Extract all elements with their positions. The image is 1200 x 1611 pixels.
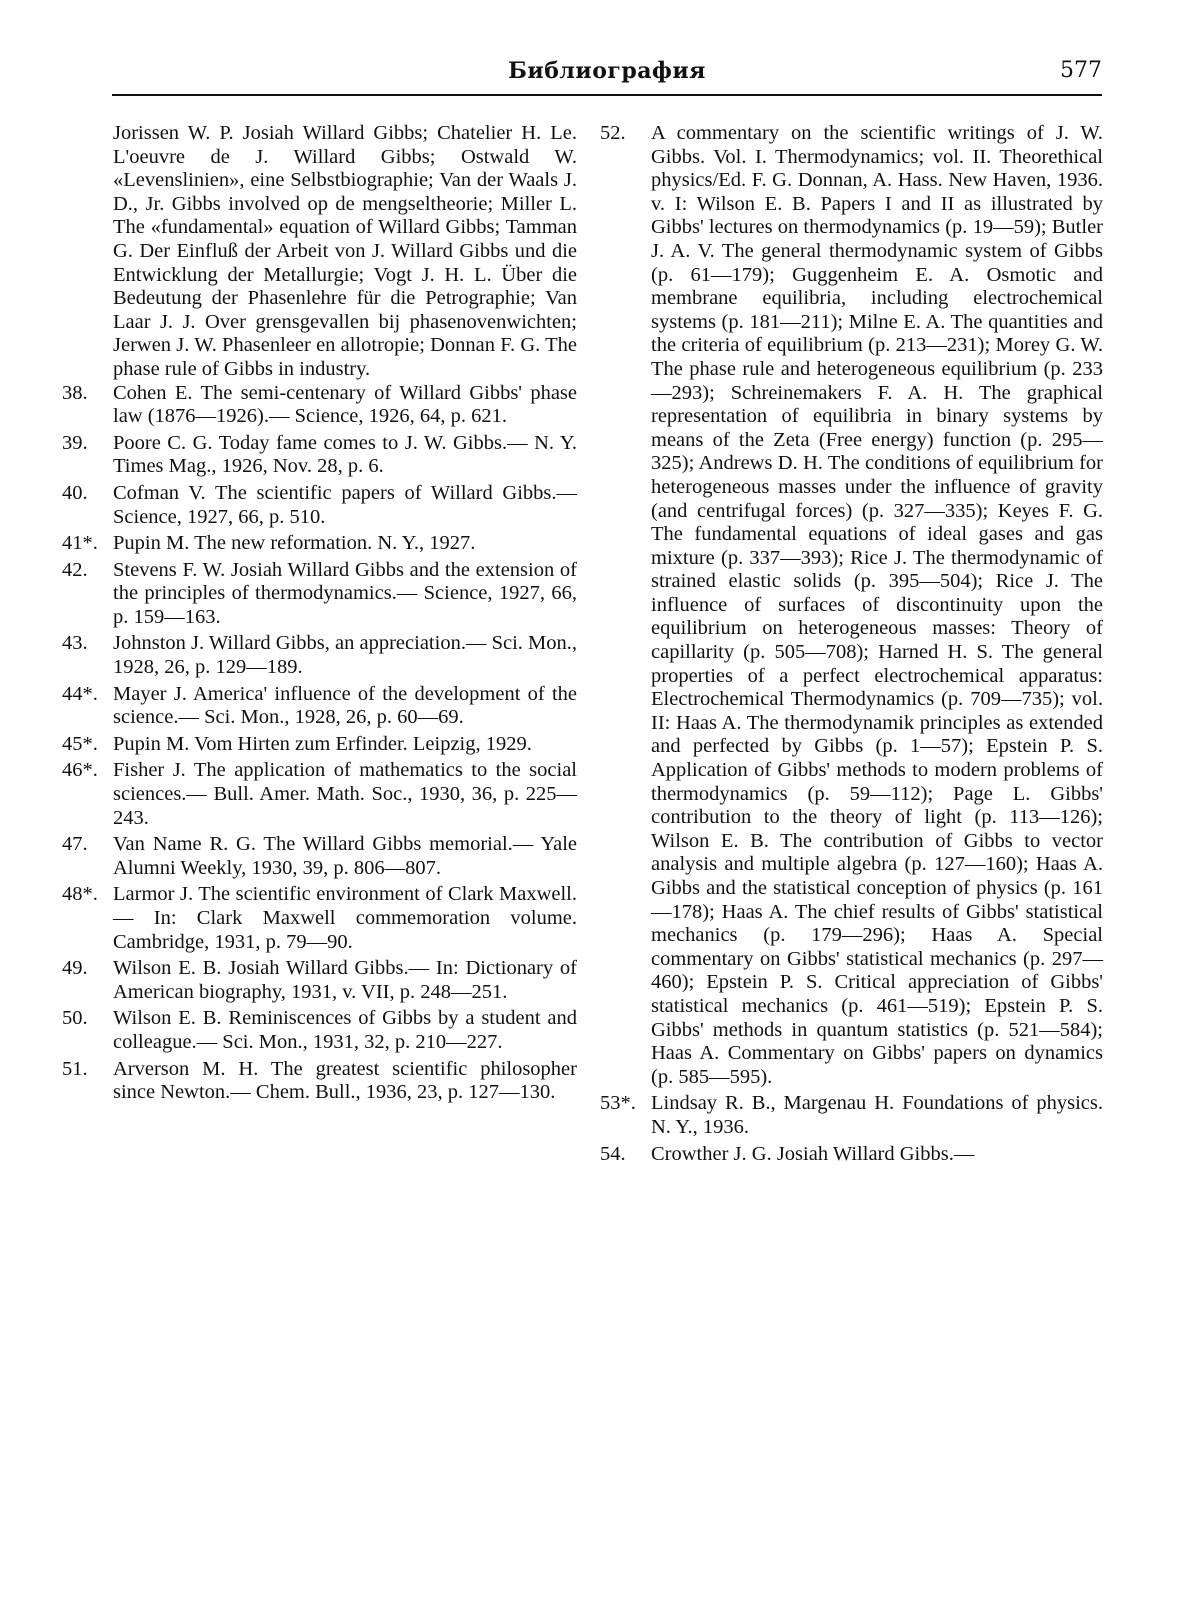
entry-number: 47. xyxy=(62,833,88,856)
bibliography-entry xyxy=(62,532,577,556)
entry-number: 54. xyxy=(600,1142,626,1165)
page-header xyxy=(112,58,1102,92)
entry-number: 40. xyxy=(62,481,88,504)
entry-number: 48*. xyxy=(62,883,98,906)
entry-text: Pupin M. The new reformation. N. Y., 1927. xyxy=(113,532,476,555)
entry-text: Wilson E. B. Josiah Willard Gibbs.— In: Dictionary of American biography, 1931, v. VII, p. 248—251. xyxy=(113,957,577,1003)
entry-text: Mayer J. America' influence of the development of the science.— Sci. Mon., 1928, 26, p. 60—69. xyxy=(113,682,577,729)
entry-text: Larmor J. The scientific environment of Clark Maxwell.— In: Clark Maxwell commemoration volume. Cambridge, 1931, p. 79—90. xyxy=(113,883,577,953)
entry-number: 39. xyxy=(62,431,88,454)
entry-text: Cofman V. The scientific papers of Willard Gibbs.— Science, 1927, 66, p. 510. xyxy=(113,481,577,528)
entry-text: Johnston J. Willard Gibbs, an appreciation.— Sci. Mon., 1928, 26, p. 129—189. xyxy=(113,632,577,679)
entry-number: 49. xyxy=(62,957,88,980)
entry-text: Jorissen W. P. Josiah Willard Gibbs; Chatelier H. Le. L'oeuvre de J. Willard Gibbs; Ostwald W. «Levenslinien», eine Selbstbiographie; Van der Waals J. D., Jr. Gibbs involved op de mengseltheorie; Miller L. The «fundamental» equation of Willard Gibbs; Tamman G. Der Einfluß der Arbeit von J. Willard Gibbs und die Entwicklung der Metallurgie; Vogt J. H. L. Über die Bedeutung der Phasenlehre für die Petrographie; Van Laar J. J. Over grensgevallen bij phasenovenwichten; Jerwen J. W. Phasenleer en allotropie; Donnan F. G. The phase rule of Gibbs in industry. xyxy=(113,122,577,380)
entry-text: Crowther J. G. Josiah Willard Gibbs.— xyxy=(651,1142,975,1165)
bibliography-entry xyxy=(62,1058,577,1105)
header-rule xyxy=(112,94,1102,96)
entry-number: 51. xyxy=(62,1057,88,1080)
entry-number: 46*. xyxy=(62,759,98,782)
bibliography-entry xyxy=(62,683,577,730)
entry-text: Poore C. G. Today fame comes to J. W. Gibbs.— N. Y. Times Mag., 1926, Nov. 28, p. 6. xyxy=(113,431,577,478)
page-number: 577 xyxy=(1060,58,1102,83)
bibliography-entry xyxy=(62,1007,577,1054)
bibliography-entry xyxy=(62,482,577,529)
entry-text: A commentary on the scientific writings of J. W. Gibbs. Vol. I. Thermodynamics; vol. II. Theorethical physics/Ed. F. G. Donnan, A. Hass. New Haven, 1936. v. I: Wilson E. B. Papers I and II as illustrated by Gibbs' lectures on thermodynamics (p. 19—59); Butler J. A. V. The general thermodynamic system of Gibbs (p. 61—179); Guggenheim E. A. Osmotic and membrane equilibria, including electrochemical systems (p. 181—211); Milne E. A. The quantities and the criteria of equilibrium (p. 213—231); Morey G. W. The phase rule and heterogeneous equilibrium (p. 233—293); Schreinemakers F. A. H. The graphical representation of equilibria in binary systems by means of the Zeta (Free energy) function (p. 295—325); Andrews D. H. The conditions of equilibrium for heterogeneous masses under the influence of gravity (and centrifugal forces) (p. 327—335); Keyes F. G. The fundamental equations of ideal gases and gas mixture (p. 337—393); Rice J. The thermodynamic of strained elastic solids (p. 395—504); Rice J. The influence of surfaces of discontinuity upon the equilibrium on heterogeneous masses: Theory of capillarity (p. 505—708); Harned H. S. The general properties of a perfect electrochemical apparatus: Electrochemical Thermodynamics (p. 709—735); vol. II: Haas A. The thermodynamik principles as extended and perfected by Gibbs (p. 1—57); Epstein P. S. Application of Gibbs' methods to modern problems of thermodynamics (p. 59—112); Page L. Gibbs' contribution to the theory of light (p. 113—126); Wilson E. B. The contribution of Gibbs to vector analysis and multiple algebra (p. 127—160); Haas A. Gibbs and the statistical conception of physics (p. 161—178); Haas A. The chief results of Gibbs' statistical mechanics (p. 179—296); Haas A. Special commentary on Gibbs' statistical mechanics (p. 297—460); Epstein P. S. Critical appreciation of Gibbs' statistical mechanics (p. 461—519); Epstein P. S. Gibbs' methods in quantum statistics (p. 521—584); Haas A. Commentary on Gibbs' papers on dynamics (p. 585—595). xyxy=(651,122,1103,1088)
entry-number: 42. xyxy=(62,558,88,581)
entry-number: 44*. xyxy=(62,682,98,705)
bibliography-entry xyxy=(62,759,577,830)
entry-number: 53*. xyxy=(600,1092,636,1115)
bibliography-entry xyxy=(600,1092,1103,1139)
bibliography-entry xyxy=(62,382,577,429)
entry-text: Wilson E. B. Reminiscences of Gibbs by a student and colleague.— Sci. Mon., 1931, 32, p. 210—227. xyxy=(113,1007,577,1053)
entry-number: 43. xyxy=(62,632,88,655)
entry-text: Fisher J. The application of mathematics to the social sciences.— Bull. Amer. Math. Soc., 1930, 36, p. 225—243. xyxy=(113,759,577,829)
bibliography-entry xyxy=(62,833,577,880)
bibliography-entry xyxy=(62,559,577,630)
right-column xyxy=(600,122,1103,1166)
entry-number: 38. xyxy=(62,381,88,404)
bibliography-entry xyxy=(600,1143,1103,1167)
entry-text: Stevens F. W. Josiah Willard Gibbs and the extension of the principles of thermodynamics.— Science, 1927, 66, p. 159—163. xyxy=(113,558,577,628)
bibliography-entry xyxy=(62,432,577,479)
bibliography-entry xyxy=(62,733,577,757)
entry-text: Van Name R. G. The Willard Gibbs memorial.— Yale Alumni Weekly, 1930, 39, p. 806—807. xyxy=(113,833,577,879)
bibliography-entry xyxy=(600,122,1103,1089)
entry-text: Arverson M. H. The greatest scientific philosopher since Newton.— Chem. Bull., 1936, 23, p. 127—130. xyxy=(113,1057,577,1104)
bibliography-entry xyxy=(62,883,577,954)
entry-number: 45*. xyxy=(62,732,98,755)
entry-number: 52. xyxy=(600,122,626,144)
entry-number: 50. xyxy=(62,1007,88,1030)
bibliography-entry xyxy=(62,122,577,382)
entry-text: Pupin M. Vom Hirten zum Erfinder. Leipzig, 1929. xyxy=(113,732,532,755)
entry-text: Cohen E. The semi-centenary of Willard Gibbs' phase law (1876—1926).— Science, 1926, 64, p. 621. xyxy=(113,381,577,428)
bibliography-entry xyxy=(62,957,577,1004)
left-column xyxy=(62,122,577,1105)
entry-number: 41*. xyxy=(62,532,98,555)
entry-text: Lindsay R. B., Margenau H. Foundations of physics. N. Y., 1936. xyxy=(651,1092,1103,1138)
page-title: Библиография xyxy=(508,58,706,84)
bibliography-entry xyxy=(62,632,577,679)
